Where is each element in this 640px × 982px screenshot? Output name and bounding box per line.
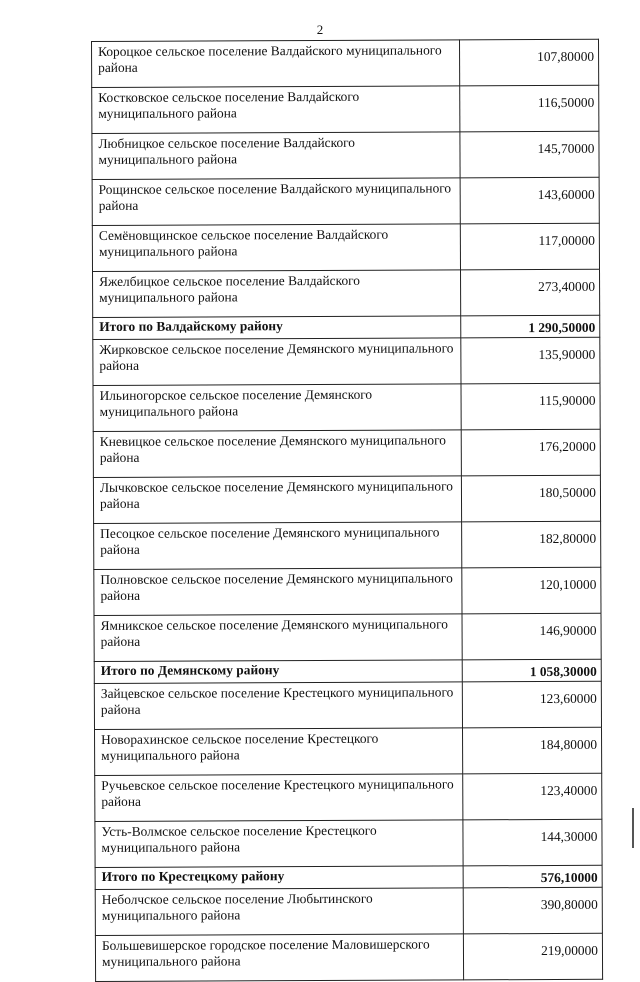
settlement-name: Большевишерское городское поселение Маловишерского муниципального района	[95, 934, 463, 982]
settlement-name: Ручьевское сельское поселение Крестецкого муниципального района	[95, 774, 463, 822]
amount: 176,20000	[461, 429, 600, 476]
amount: 390,80000	[463, 887, 602, 934]
table-row	[93, 429, 600, 477]
scan-edge-mark	[632, 808, 634, 848]
settlement-name: Яжелбицкое сельское поселение Валдайского муниципального района	[93, 270, 461, 318]
table-row	[95, 887, 602, 935]
total-amount: 1 058,30000	[462, 659, 601, 682]
amount: 107,80000	[459, 39, 598, 86]
amount: 146,90000	[462, 613, 601, 660]
table-row	[92, 223, 599, 271]
table-row	[95, 773, 602, 821]
amount: 143,60000	[460, 177, 599, 224]
allocation-table	[91, 39, 603, 982]
amount: 144,30000	[463, 819, 602, 866]
settlement-name: Полновское сельское поселение Демянского муниципального района	[94, 568, 462, 616]
settlement-name: Неболчское сельское поселение Любытинского муниципального района	[95, 888, 463, 936]
total-label: Итого по Крестецкому району	[95, 866, 463, 890]
table-row	[92, 85, 599, 133]
table-row	[94, 521, 601, 569]
amount: 117,00000	[460, 223, 599, 270]
table-row	[92, 39, 599, 87]
amount: 219,00000	[463, 933, 602, 980]
amount: 182,80000	[462, 521, 601, 568]
table-total-row	[94, 659, 601, 683]
table-body	[92, 39, 603, 981]
settlement-name: Песоцкое сельское поселение Демянского муниципального района	[94, 522, 462, 570]
total-label: Итого по Демянскому району	[94, 660, 462, 684]
settlement-name: Усть-Волмское сельское поселение Крестецкого муниципального района	[95, 820, 463, 868]
settlement-name: Любницкое сельское поселение Валдайского муниципального района	[92, 132, 460, 180]
settlement-name: Короцкое сельское поселение Валдайского муниципального района	[92, 40, 460, 88]
amount: 115,90000	[461, 383, 600, 430]
table-row	[95, 819, 602, 867]
settlement-name: Ильиногорское сельское поселение Демянского муниципального района	[93, 384, 461, 432]
settlement-name: Семёновщинское сельское поселение Валдайского муниципального района	[92, 224, 460, 272]
table-row	[93, 337, 600, 385]
settlement-name: Новорахинское сельское поселение Крестецкого муниципального района	[95, 728, 463, 776]
settlement-name: Лычковское сельское поселение Демянского муниципального района	[93, 476, 461, 524]
table-total-row	[93, 315, 600, 339]
total-amount: 1 290,50000	[461, 315, 600, 338]
settlement-name: Костковское сельское поселение Валдайского муниципального района	[92, 86, 460, 134]
amount: 120,10000	[462, 567, 601, 614]
amount: 123,40000	[463, 773, 602, 820]
page-number: 2	[316, 22, 324, 37]
table-total-row	[95, 865, 602, 889]
table-row	[94, 681, 601, 729]
settlement-name: Ямникское сельское поселение Демянского муниципального района	[94, 614, 462, 662]
table-row	[94, 613, 601, 661]
amount: 145,70000	[460, 131, 599, 178]
table-row	[92, 177, 599, 225]
settlement-name: Кневицкое сельское поселение Демянского муниципального района	[93, 430, 461, 478]
table-row	[93, 383, 600, 431]
table-row	[94, 567, 601, 615]
settlement-name: Жирковское сельское поселение Демянского муниципального района	[93, 338, 461, 386]
table-row	[95, 727, 602, 775]
settlement-name: Зайцевское сельское поселение Крестецкого муниципального района	[94, 682, 462, 730]
amount: 135,90000	[461, 337, 600, 384]
amount: 273,40000	[461, 269, 600, 316]
amount: 123,60000	[462, 681, 601, 728]
table-row	[93, 475, 600, 523]
amount: 184,80000	[463, 727, 602, 774]
amount: 180,50000	[461, 475, 600, 522]
total-label: Итого по Валдайскому району	[93, 316, 461, 340]
amount: 116,50000	[460, 85, 599, 132]
table-row	[93, 269, 600, 317]
total-amount: 576,10000	[463, 865, 602, 888]
table-row	[92, 131, 599, 179]
table-row	[95, 933, 602, 981]
settlement-name: Рощинское сельское поселение Валдайского муниципального района	[92, 178, 460, 226]
